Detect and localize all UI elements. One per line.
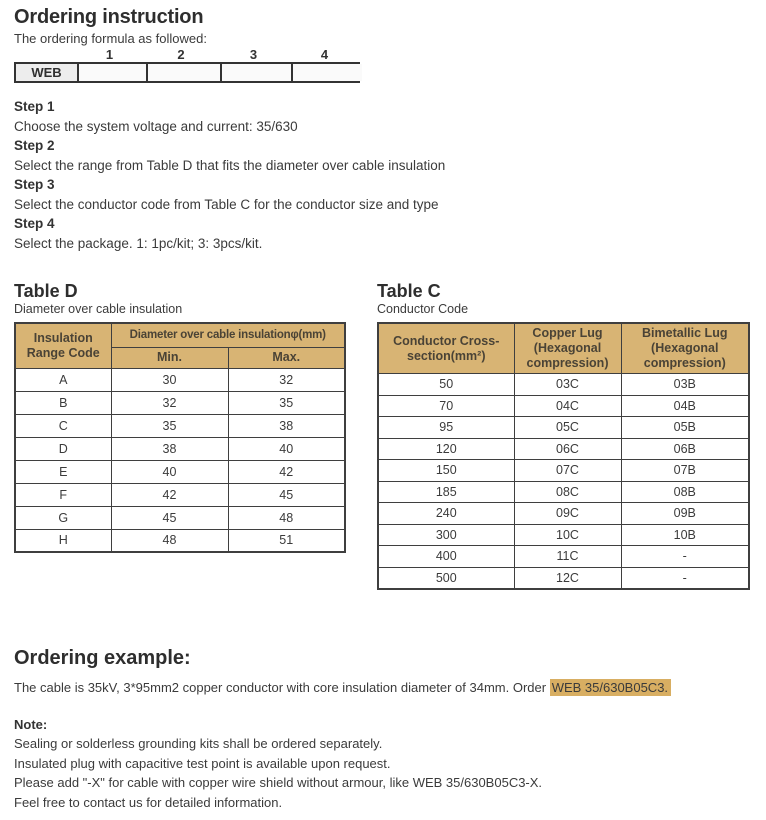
example-text-before: The cable is 35kV, 3*95mm2 copper conductor with core insulation diameter of 34mm. Order (14, 679, 550, 695)
table-c-subtitle: Conductor Code (377, 302, 469, 316)
formula-position-1: 1 (105, 47, 114, 62)
table-d-header-range-code: Insulation Range Code (15, 323, 111, 368)
ordering-formula (14, 48, 752, 83)
formula-position-4: 4 (320, 47, 329, 62)
ordering-steps (14, 97, 752, 253)
table-c-header-bimetallic-lug: Bimetallic Lug (Hexagonal compression) (621, 323, 749, 374)
cell-max: 45 (228, 483, 345, 506)
cell-cross-section: 120 (378, 438, 514, 460)
cell-min: 42 (111, 483, 228, 506)
table-row (378, 374, 749, 396)
table-row (15, 529, 345, 552)
cell-copper-lug: 04C (514, 395, 621, 417)
cell-copper-lug: 09C (514, 503, 621, 525)
cell-code: A (15, 368, 111, 391)
cell-max: 38 (228, 414, 345, 437)
table-row (15, 460, 345, 483)
cell-copper-lug: 12C (514, 567, 621, 589)
note-title: Note: (14, 716, 48, 732)
formula-position-2: 2 (177, 47, 185, 62)
table-c-section (377, 281, 750, 590)
note-section (14, 715, 752, 813)
cell-copper-lug: 06C (514, 438, 621, 460)
note-line-4: Feel free to contact us for detailed information. (14, 794, 283, 810)
cell-copper-lug: 11C (514, 546, 621, 568)
cell-bimetallic-lug: 03B (621, 374, 749, 396)
cell-copper-lug: 07C (514, 460, 621, 482)
cell-cross-section: 95 (378, 417, 514, 439)
cell-code: F (15, 483, 111, 506)
formula-intro: The ordering formula as followed: (14, 31, 207, 46)
table-row (15, 414, 345, 437)
step-4 (14, 214, 752, 253)
cell-code: D (15, 437, 111, 460)
step-4-title: Step 4 (14, 216, 55, 231)
cell-min: 32 (111, 391, 228, 414)
table-row (378, 567, 749, 589)
table-row (378, 481, 749, 503)
formula-blank-cell-2 (146, 64, 220, 81)
table-row (378, 417, 749, 439)
ordering-example-section (14, 647, 752, 696)
table-d (14, 322, 346, 553)
formula-table (14, 62, 360, 83)
cell-bimetallic-lug: - (621, 567, 749, 589)
step-2-title: Step 2 (14, 138, 55, 153)
note-line-2: Insulated plug with capacitive test point is available upon request. (14, 755, 391, 771)
formula-blank-cell-3 (220, 64, 291, 81)
cell-copper-lug: 10C (514, 524, 621, 546)
cell-copper-lug: 08C (514, 481, 621, 503)
cell-max: 40 (228, 437, 345, 460)
cell-max: 48 (228, 506, 345, 529)
cell-cross-section: 400 (378, 546, 514, 568)
table-d-title: Table D (14, 281, 78, 301)
cell-min: 30 (111, 368, 228, 391)
table-row (378, 438, 749, 460)
table-row (378, 460, 749, 482)
cell-max: 35 (228, 391, 345, 414)
table-row (378, 524, 749, 546)
step-3 (14, 175, 752, 214)
cell-bimetallic-lug: 07B (621, 460, 749, 482)
cell-cross-section: 185 (378, 481, 514, 503)
formula-position-spacer (14, 48, 75, 61)
formula-blank-cell-4 (291, 64, 362, 81)
table-row (378, 503, 749, 525)
table-d-section (14, 281, 346, 590)
cell-min: 40 (111, 460, 228, 483)
table-c (377, 322, 750, 590)
cell-cross-section: 70 (378, 395, 514, 417)
ordering-example-text (14, 679, 752, 696)
step-1-title: Step 1 (14, 99, 55, 114)
cell-max: 32 (228, 368, 345, 391)
table-row (378, 395, 749, 417)
cell-bimetallic-lug: 04B (621, 395, 749, 417)
step-3-title: Step 3 (14, 177, 55, 192)
cell-bimetallic-lug: 09B (621, 503, 749, 525)
table-row (15, 368, 345, 391)
note-line-3: Please add "-X" for cable with copper wire shield without armour, like WEB 35/630B05C3-X. (14, 775, 543, 790)
step-1 (14, 97, 752, 136)
table-c-header-cross-section: Conductor Cross-section(mm²) (378, 323, 514, 374)
table-c-title: Table C (377, 281, 441, 301)
table-row (15, 437, 345, 460)
formula-position-3: 3 (249, 47, 258, 62)
cell-min: 38 (111, 437, 228, 460)
table-row (378, 546, 749, 568)
cell-code: H (15, 529, 111, 552)
cell-bimetallic-lug: 08B (621, 481, 749, 503)
cell-min: 48 (111, 529, 228, 552)
cell-copper-lug: 05C (514, 417, 621, 439)
table-row (15, 483, 345, 506)
page-title: Ordering instruction (14, 6, 204, 28)
ordering-example-title: Ordering example: (14, 646, 191, 669)
example-order-code-highlight: WEB 35/630B05C3. (550, 679, 671, 696)
table-d-subtitle: Diameter over cable insulation (14, 302, 183, 316)
cell-min: 45 (111, 506, 228, 529)
formula-position-numbers (14, 48, 752, 61)
cell-code: E (15, 460, 111, 483)
table-d-header-min: Min. (111, 347, 228, 368)
cell-copper-lug: 03C (514, 374, 621, 396)
table-d-header-max: Max. (228, 347, 345, 368)
cell-max: 51 (228, 529, 345, 552)
cell-cross-section: 150 (378, 460, 514, 482)
cell-bimetallic-lug: 06B (621, 438, 749, 460)
table-d-header-diameter: Diameter over cable insulationφ(mm) (111, 323, 345, 347)
cell-bimetallic-lug: 05B (621, 417, 749, 439)
step-4-text: Select the package. 1: 1pc/kit; 3: 3pcs/kit. (14, 235, 263, 251)
cell-cross-section: 50 (378, 374, 514, 396)
step-3-text: Select the conductor code from Table C for the conductor size and type (14, 196, 439, 212)
step-2 (14, 136, 752, 175)
note-line-1: Sealing or solderless grounding kits shall be ordered separately. (14, 736, 383, 751)
cell-cross-section: 300 (378, 524, 514, 546)
cell-cross-section: 240 (378, 503, 514, 525)
formula-blank-cell-1 (77, 64, 146, 81)
cell-min: 35 (111, 414, 228, 437)
formula-prefix-cell: WEB (16, 64, 77, 81)
cell-code: G (15, 506, 111, 529)
cell-bimetallic-lug: 10B (621, 524, 749, 546)
step-2-text: Select the range from Table D that fits the diameter over cable insulation (14, 157, 446, 173)
tables-section (14, 281, 752, 590)
cell-code: C (15, 414, 111, 437)
cell-code: B (15, 391, 111, 414)
cell-max: 42 (228, 460, 345, 483)
step-1-text: Choose the system voltage and current: 35/630 (14, 118, 298, 134)
cell-cross-section: 500 (378, 567, 514, 589)
cell-bimetallic-lug: - (621, 546, 749, 568)
table-row (15, 506, 345, 529)
table-c-header-copper-lug: Copper Lug (Hexagonal compression) (514, 323, 621, 374)
table-row (15, 391, 345, 414)
